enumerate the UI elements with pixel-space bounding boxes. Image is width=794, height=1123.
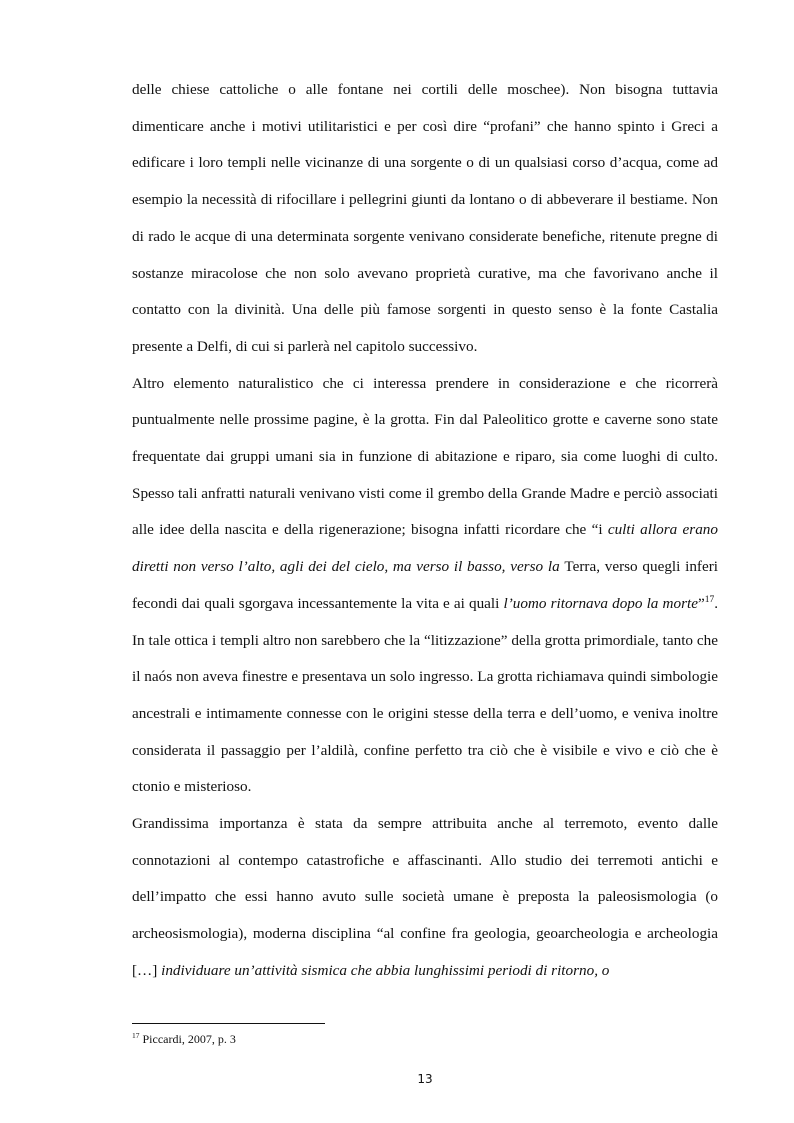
footnote [132,1031,718,1047]
text-segment: ” [697,594,705,612]
paragraph-2 [132,366,718,806]
italic-quote: individuare un’attività sismica che abbia lunghissimi periodi di ritorno, o [161,961,610,979]
body-text [132,72,718,990]
text-segment: . In tale ottica i templi altro non sarebbero che la “litizzazione” della grotta primordiale, tanto che il naós non aveva finestre e presentava un solo ingresso. La grotta richiamava quindi simbologie ancestrali e intimamente connesse con le origini stesse della terra e dell’uomo, e veniva inoltre considerata il passaggio per l’aldilà, confine perfetto tra ciò che è visibile e vivo e ciò che è ctonio e misterioso. [132,594,718,796]
text-segment: Altro elemento naturalistico che ci interessa prendere in considerazione e che ricorrerà puntualmente nelle prossime pagine, è la grotta. Fin dal Paleolitico grotte e caverne sono state frequentate dai gruppi umani sia in funzione di abitazione e riparo, sia come luoghi di culto. Spesso tali anfratti naturali venivano visti come il grembo della Grande Madre e perciò associati alle idee della nascita e della rigenerazione; bisogna infatti ricordare che “i [132,374,718,539]
text-segment: Terra, verso quegli inferi fecondi dai quali sgorgava incessantemente la vita e ai quali [132,558,718,612]
italic-quote: l’uomo ritornava dopo la morte [503,594,698,612]
text-segment: delle chiese cattoliche o alle fontane nei cortili delle moschee). Non bisogna tuttavia dimenticare anche i motivi utilitaristici e per così dire “profani” che hanno spinto i Greci a edificare i loro templi nelle vicinanze di una sorgente o di un qualsiasi corso d’acqua, come ad esempio la necessità di rifocillare i pellegrini giunti da lontano o di abbeverare il bestiame. Non di rado le acque di una determinata sorgente venivano considerate benefiche, ritenute pregne di sostanze miracolose che non solo avevano proprietà curative, ma che favorivano anche il contatto con la divinità. Una delle più famose sorgenti in questo senso è la fonte Castalia presente a Delfi, di cui si parlerà nel capitolo successivo. [132,81,718,355]
footnote-text: Piccardi, 2007, p. 3 [139,1032,236,1046]
footnote-reference[interactable]: 17 [704,594,715,605]
paragraph-3 [132,806,718,990]
paragraph-1 [132,72,718,366]
page-number: 13 [417,1072,433,1086]
text-segment: Grandissima importanza è stata da sempre attribuita anche al terremoto, evento dalle connotazioni al contempo catastrofiche e affascinanti. Allo studio dei terremoti antichi e dell’impatto che essi hanno avuto sulle società umane è preposta la paleosismologia (o archeosismologia), moderna disciplina “al confine fra geologia, geoarcheologia e archeologia […] [132,815,718,979]
italic-quote: culti allora erano diretti non verso l’alto, agli dei del cielo, ma verso il basso, verso la [132,521,718,576]
footnote-number: 17 [132,1031,140,1040]
footnote-divider [132,1023,325,1024]
